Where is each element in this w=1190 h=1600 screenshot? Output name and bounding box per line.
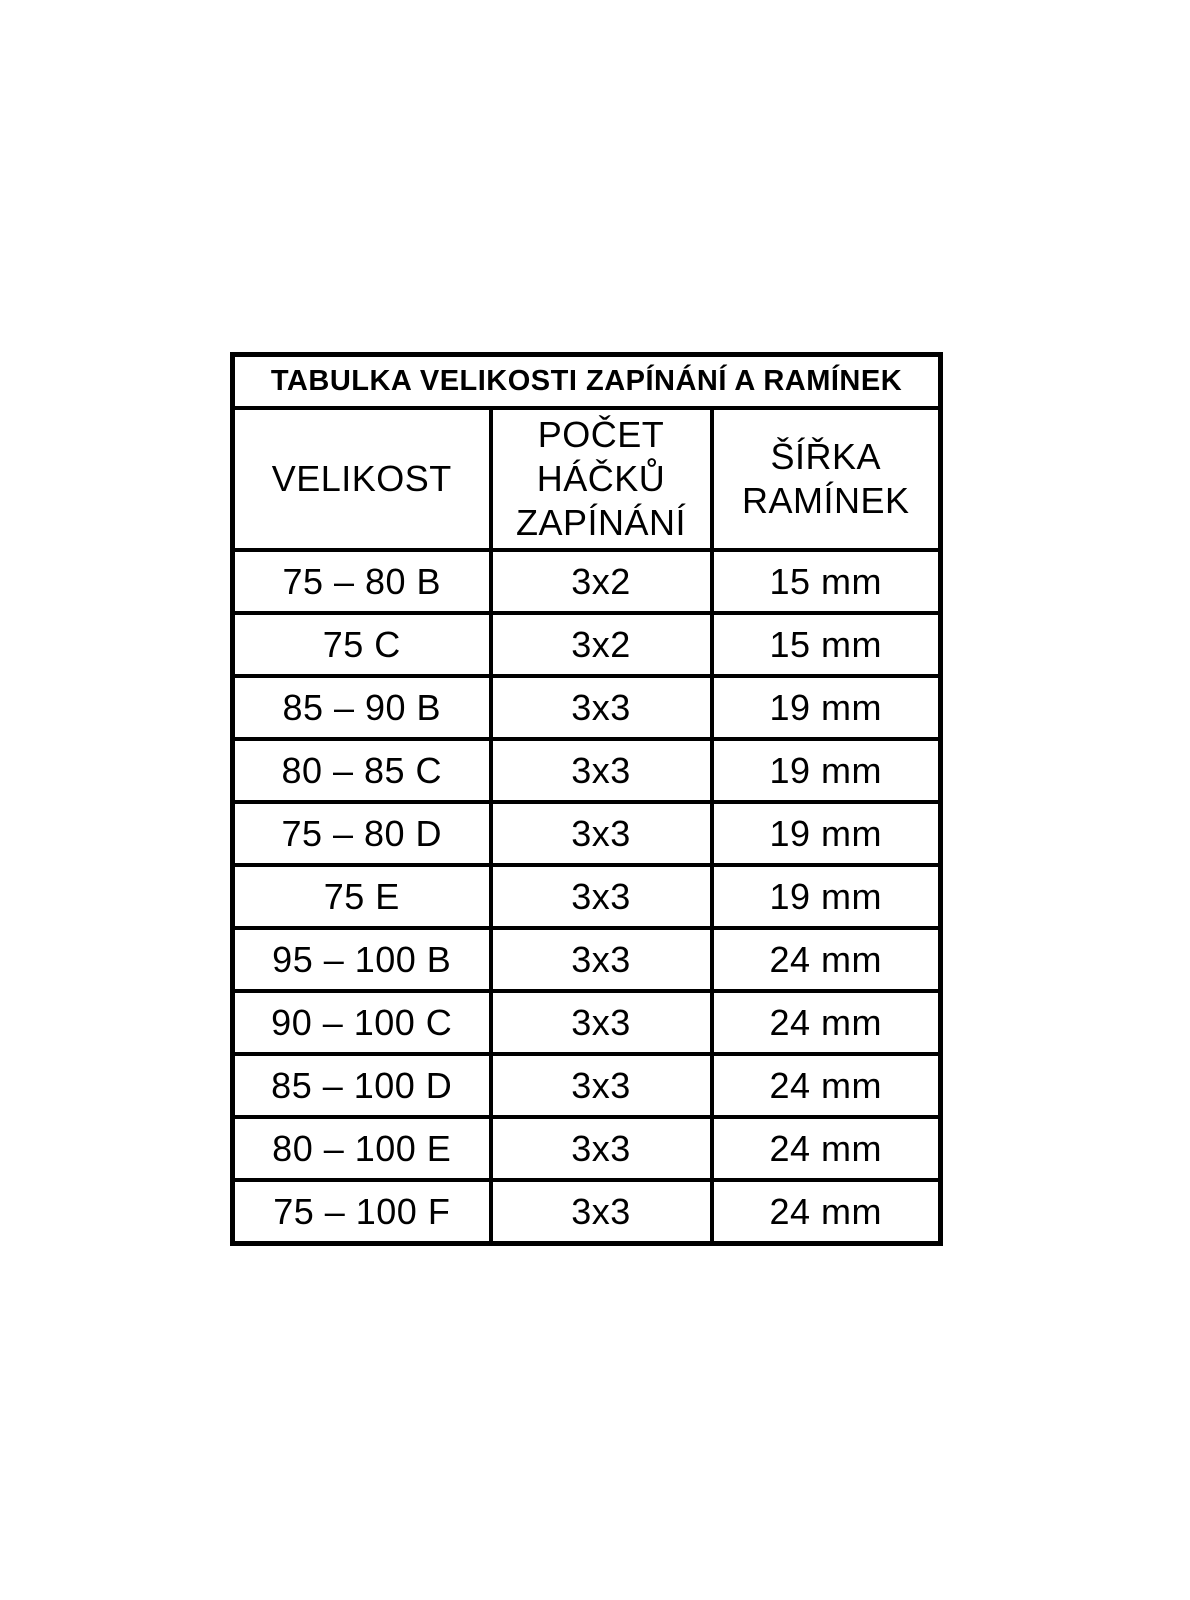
size-table <box>230 352 943 1246</box>
table-row <box>233 739 941 802</box>
cell-sirka: 19 mm <box>712 676 941 739</box>
table-row <box>233 613 941 676</box>
cell-velikost: 80 – 100 E <box>233 1117 491 1180</box>
cell-pocet-hacku: 3x2 <box>491 613 712 676</box>
cell-sirka: 24 mm <box>712 991 941 1054</box>
cell-sirka: 15 mm <box>712 550 941 613</box>
cell-pocet-hacku: 3x3 <box>491 991 712 1054</box>
cell-sirka: 24 mm <box>712 1117 941 1180</box>
cell-pocet-hacku: 3x3 <box>491 676 712 739</box>
table-row <box>233 1180 941 1244</box>
table-title-row <box>233 355 941 409</box>
cell-sirka: 24 mm <box>712 1054 941 1117</box>
cell-velikost: 75 – 80 B <box>233 550 491 613</box>
table-row <box>233 991 941 1054</box>
column-header-pocet-hacku-zapinani: POČET HÁČKŮ ZAPÍNÁNÍ <box>491 408 712 550</box>
table-header-row <box>233 408 941 550</box>
cell-pocet-hacku: 3x3 <box>491 865 712 928</box>
cell-velikost: 80 – 85 C <box>233 739 491 802</box>
cell-sirka: 24 mm <box>712 928 941 991</box>
cell-velikost: 75 C <box>233 613 491 676</box>
cell-velikost: 75 – 100 F <box>233 1180 491 1244</box>
table-row <box>233 550 941 613</box>
cell-velikost: 95 – 100 B <box>233 928 491 991</box>
table-row <box>233 1054 941 1117</box>
table-row <box>233 802 941 865</box>
cell-pocet-hacku: 3x3 <box>491 1117 712 1180</box>
cell-pocet-hacku: 3x3 <box>491 802 712 865</box>
cell-pocet-hacku: 3x2 <box>491 550 712 613</box>
cell-sirka: 24 mm <box>712 1180 941 1244</box>
table-row <box>233 928 941 991</box>
column-header-sirka-raminek: ŠÍŘKA RAMÍNEK <box>712 408 941 550</box>
cell-sirka: 19 mm <box>712 802 941 865</box>
cell-velikost: 90 – 100 C <box>233 991 491 1054</box>
cell-sirka: 15 mm <box>712 613 941 676</box>
cell-velikost: 85 – 90 B <box>233 676 491 739</box>
table-row <box>233 676 941 739</box>
cell-sirka: 19 mm <box>712 739 941 802</box>
table-title: TABULKA VELIKOSTI ZAPÍNÁNÍ A RAMÍNEK <box>233 355 941 409</box>
cell-pocet-hacku: 3x3 <box>491 739 712 802</box>
cell-velikost: 75 E <box>233 865 491 928</box>
cell-velikost: 75 – 80 D <box>233 802 491 865</box>
column-header-velikost: VELIKOST <box>233 408 491 550</box>
table-row <box>233 865 941 928</box>
cell-velikost: 85 – 100 D <box>233 1054 491 1117</box>
cell-pocet-hacku: 3x3 <box>491 1054 712 1117</box>
cell-pocet-hacku: 3x3 <box>491 928 712 991</box>
cell-sirka: 19 mm <box>712 865 941 928</box>
table-row <box>233 1117 941 1180</box>
cell-pocet-hacku: 3x3 <box>491 1180 712 1244</box>
